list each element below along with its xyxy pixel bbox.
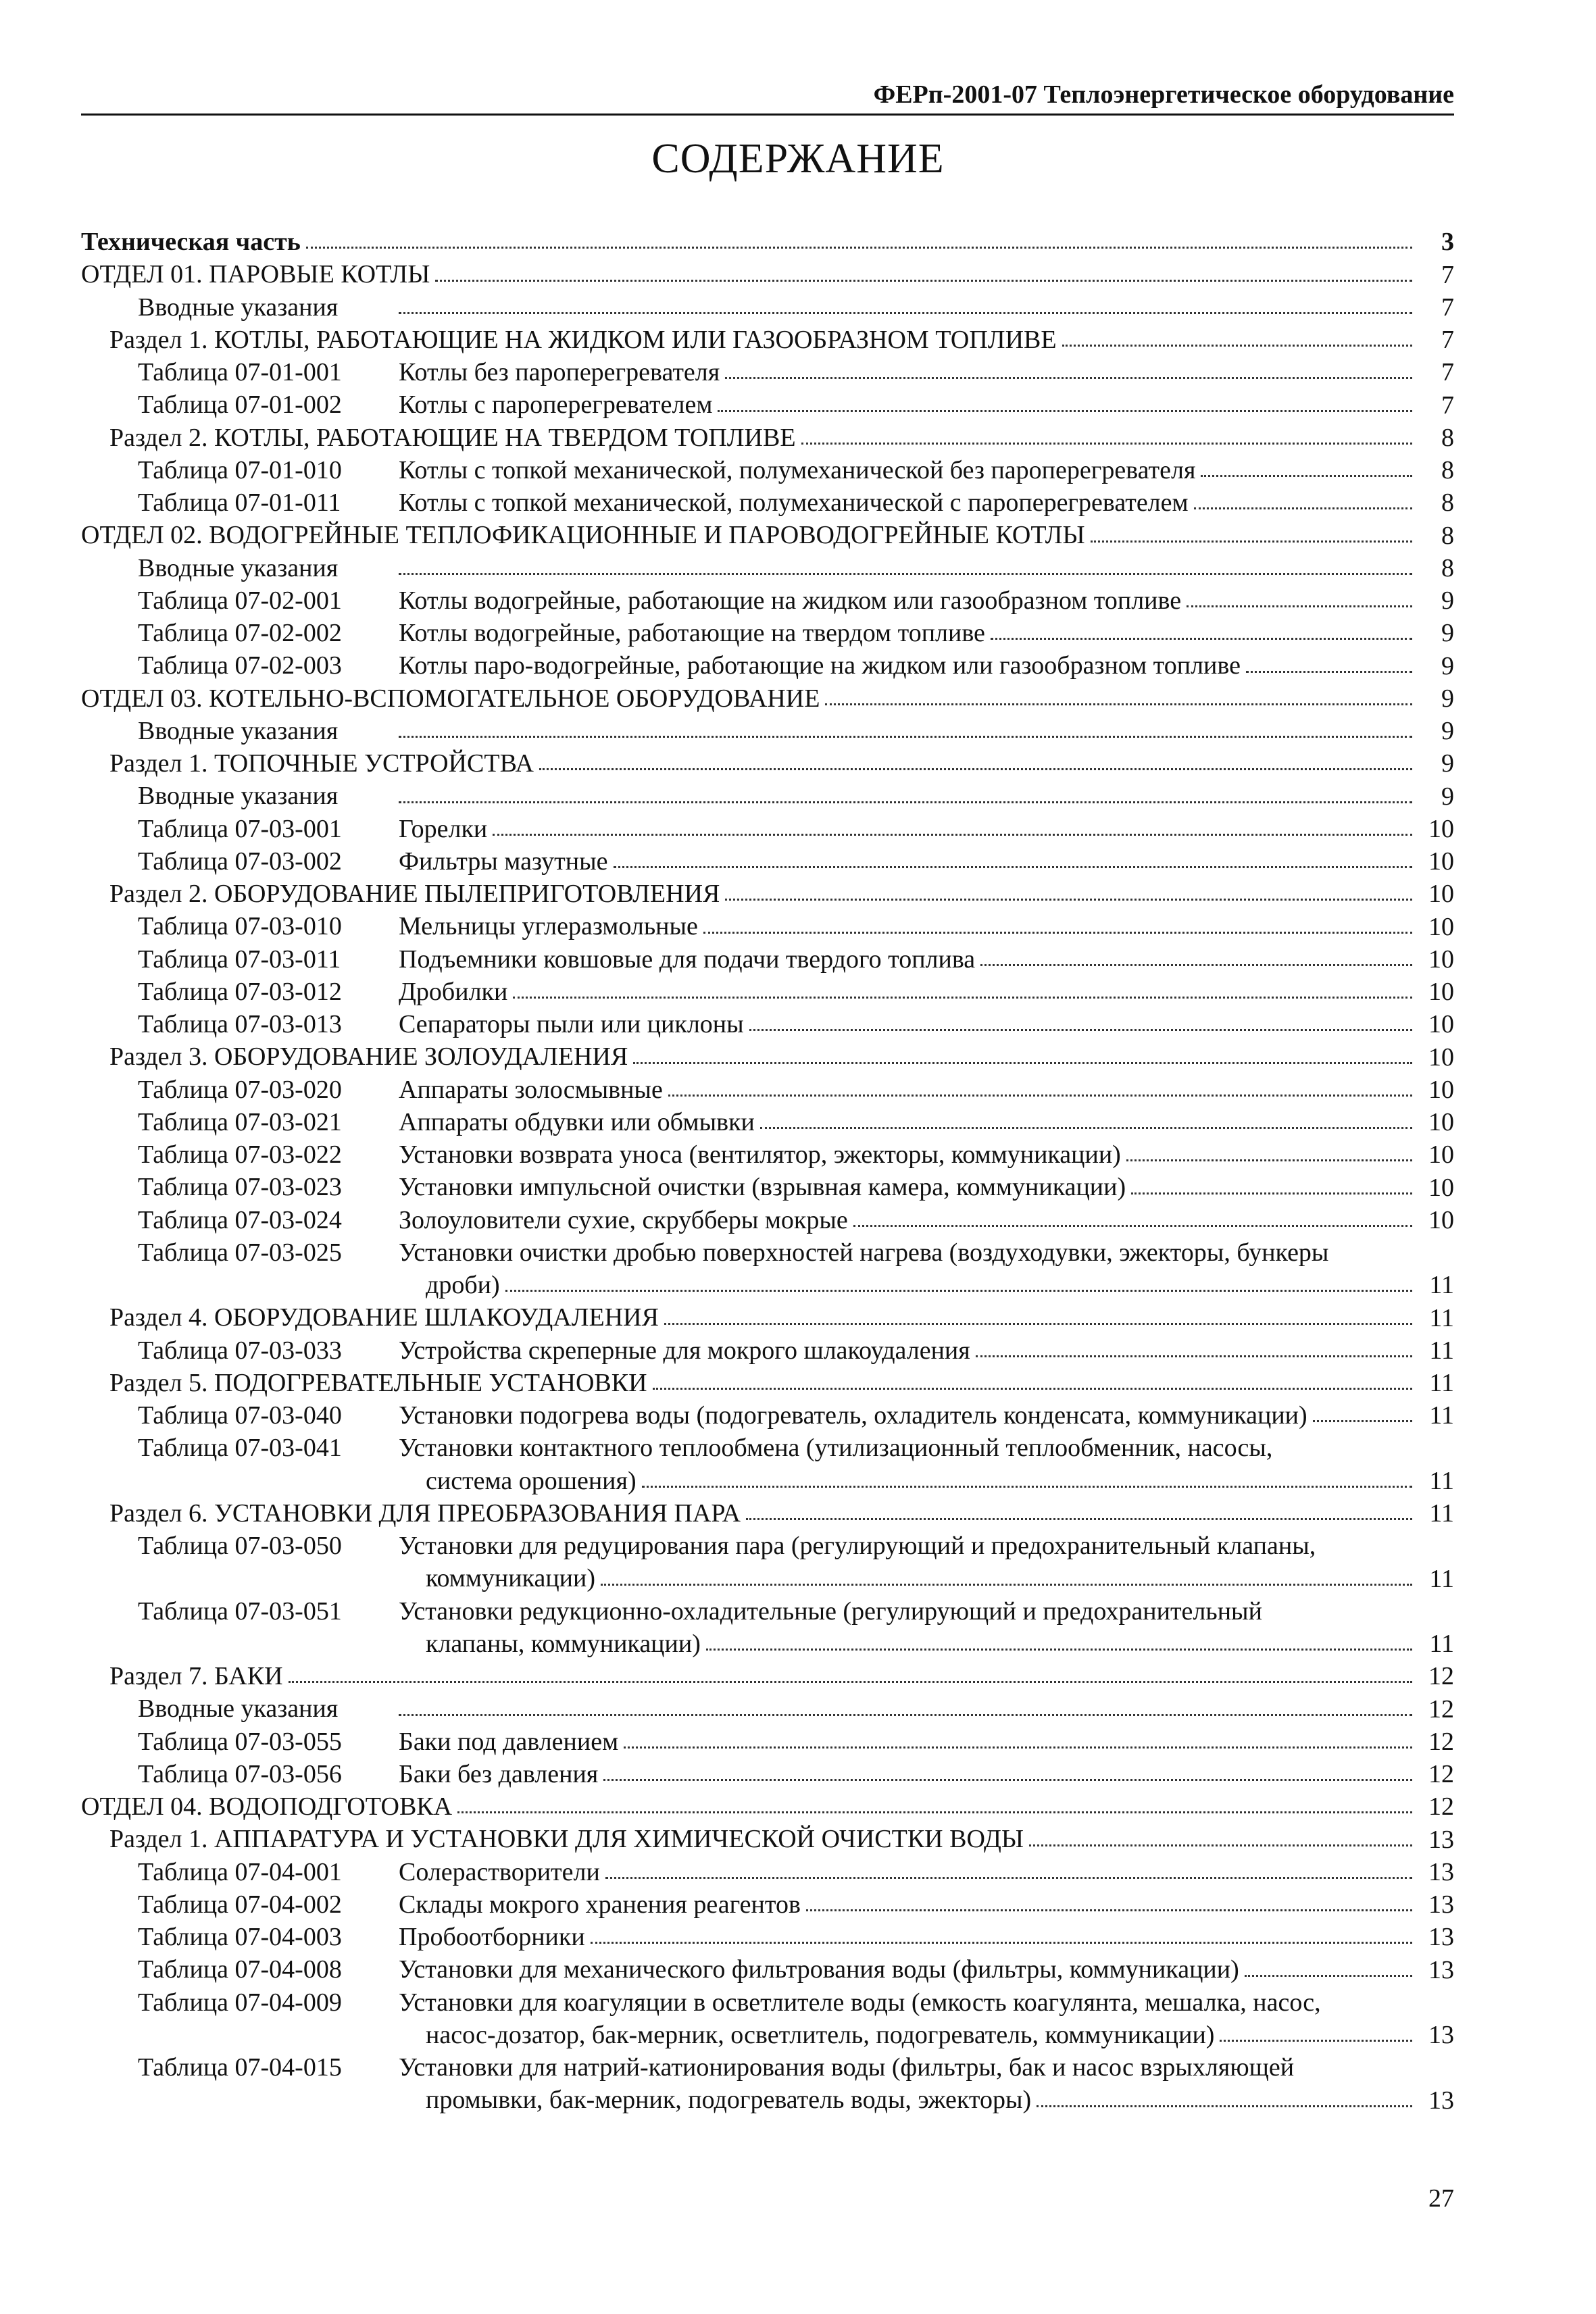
toc-entry-title: Солерастворители: [399, 1857, 600, 1886]
toc-entry-page: 13: [1428, 1923, 1454, 1952]
toc-entry: [81, 388, 1454, 421]
toc-entry-page: 8: [1441, 521, 1454, 550]
toc-entry: [81, 1367, 1454, 1399]
toc-entry-title: Вводные указания: [138, 1694, 339, 1724]
toc-entry-page: 8: [1441, 456, 1454, 484]
toc-leader-dots: [435, 280, 1412, 282]
toc-leader-dots: [399, 801, 1412, 803]
toc-entry: [81, 617, 1454, 649]
toc-leader-dots: [1313, 1420, 1412, 1422]
toc-entry-page: 7: [1441, 293, 1454, 322]
toc-leader-dots: [399, 312, 1412, 314]
toc-entry-page: 13: [1428, 2021, 1454, 2049]
toc-entry-page: 8: [1441, 553, 1454, 582]
toc-entry-title: ОТДЕЛ 04. ВОДОПОДГОТОВКА: [81, 1792, 453, 1821]
toc-entry-page: 9: [1441, 586, 1454, 615]
toc-entry-code: Таблица 07-03-050: [138, 1532, 342, 1560]
toc-entry-title: Котлы с топкой механической, полумеханической без пароперегревателя: [399, 455, 1196, 484]
toc-entry-code: Таблица 07-03-024: [138, 1205, 342, 1234]
toc-entry-title: Котлы без пароперегревателя: [399, 358, 720, 386]
toc-entry: [81, 422, 1454, 454]
toc-entry-title: Котлы с пароперегревателем: [399, 391, 713, 420]
toc-leader-dots: [505, 1290, 1412, 1292]
toc-leader-dots: [853, 1225, 1412, 1227]
toc-entry-code: Таблица 07-03-041: [138, 1434, 342, 1463]
toc-entry-title: Мельницы углеразмольные: [399, 912, 698, 941]
toc-entry-page: 10: [1428, 945, 1454, 974]
toc-leader-dots: [980, 964, 1412, 966]
toc-entry-page: 10: [1428, 880, 1454, 909]
toc-entry-title: Котлы водогрейные, работающие на жидком или газообразном топливе: [399, 586, 1182, 615]
page-number: 27: [1428, 2184, 1454, 2213]
toc-entry-title: Аппараты обдувки или обмывки: [399, 1107, 755, 1136]
toc-entry-title: Баки без давления: [399, 1759, 599, 1788]
toc-entry-page: 11: [1429, 1630, 1454, 1658]
toc-entry: [81, 1171, 1454, 1203]
toc-leader-dots: [725, 377, 1412, 379]
toc-entry-title: Установки редукционно-охладительные (регулирующий и предохранительный: [399, 1596, 1262, 1626]
toc-entry-page: 10: [1428, 1205, 1454, 1234]
toc-entry-title-continued: насос-дозатор, бак-мерник, осветлитель, подогреватель, коммуникации): [426, 2020, 1215, 2049]
toc-entry: [81, 1692, 1454, 1725]
toc-leader-dots: [605, 1877, 1412, 1879]
toc-entry-page: 3: [1441, 228, 1454, 257]
toc-entry-page: 11: [1429, 1564, 1454, 1593]
toc-leader-dots: [614, 866, 1412, 868]
toc-entry-title: Золоуловители сухие, скрубберы мокрые: [399, 1205, 848, 1234]
toc-entry-title-continued: система орошения): [426, 1466, 637, 1495]
toc-entry-code: Таблица 07-04-001: [138, 1857, 342, 1886]
toc-entry: [81, 1856, 1454, 1888]
toc-entry-title: Склады мокрого хранения реагентов: [399, 1890, 801, 1919]
toc-entry-code: Таблица 07-02-001: [138, 586, 342, 615]
toc-leader-dots: [493, 834, 1412, 836]
toc-entry-code: Таблица 07-03-055: [138, 1727, 342, 1756]
toc-entry: [81, 1758, 1454, 1790]
toc-entry-page: 10: [1428, 1140, 1454, 1169]
toc-leader-dots: [399, 573, 1412, 575]
toc-entry: [81, 1008, 1454, 1040]
toc-entry-title: Раздел 4. ОБОРУДОВАНИЕ ШЛАКОУДАЛЕНИЯ: [109, 1303, 659, 1332]
toc-entry-title: Раздел 2. КОТЛЫ, РАБОТАЮЩИЕ НА ТВЕРДОМ ТОПЛИВЕ: [109, 423, 796, 452]
toc-entry-title: Установки для натрий-катионирования воды (фильтры, бак и насос взрыхляющей: [399, 2053, 1295, 2082]
toc-leader-dots: [991, 638, 1412, 640]
toc-leader-dots: [703, 932, 1412, 934]
toc-entry-code: Таблица 07-01-011: [138, 488, 341, 517]
toc-entry: [81, 878, 1454, 910]
toc-entry-page: 13: [1428, 2086, 1454, 2115]
toc-leader-dots: [633, 1062, 1412, 1064]
toc-entry: [81, 324, 1454, 356]
toc-entry: [81, 976, 1454, 1008]
toc-entry: [81, 1432, 1454, 1497]
toc-entry-page: 10: [1428, 847, 1454, 876]
toc-entry-page: 7: [1441, 326, 1454, 354]
toc-entry-page: 10: [1428, 912, 1454, 941]
toc-entry-code: Таблица 07-02-002: [138, 619, 342, 647]
toc-leader-dots: [1187, 605, 1412, 607]
toc-entry-code: Таблица 07-03-020: [138, 1075, 342, 1104]
toc-leader-dots: [1126, 1159, 1412, 1161]
toc-entry-page: 10: [1428, 978, 1454, 1006]
toc-entry-title: Раздел 6. УСТАНОВКИ ДЛЯ ПРЕОБРАЗОВАНИЯ ПАРА: [109, 1499, 741, 1528]
toc-entry-title: ОТДЕЛ 01. ПАРОВЫЕ КОТЛЫ: [81, 260, 430, 289]
toc-entry-title: Раздел 3. ОБОРУДОВАНИЕ ЗОЛОУДАЛЕНИЯ: [109, 1042, 628, 1072]
toc-entry-code: Таблица 07-03-023: [138, 1173, 342, 1202]
toc-entry-title-continued: промывки, бак-мерник, подогреватель воды, эжекторы): [426, 2086, 1032, 2115]
toc-entry-page: 10: [1428, 1075, 1454, 1104]
toc-leader-dots: [706, 1649, 1412, 1651]
toc-leader-dots: [513, 997, 1412, 999]
toc-leader-dots: [1131, 1192, 1412, 1194]
toc-entry-code: Таблица 07-01-010: [138, 455, 342, 484]
toc-entry-page: 13: [1428, 1955, 1454, 1984]
toc-leader-dots: [457, 1811, 1412, 1813]
toc-entry-page: 11: [1429, 1466, 1454, 1495]
toc-entry: [81, 1074, 1454, 1106]
toc-leader-dots: [306, 247, 1412, 249]
toc-entry-title: Котлы водогрейные, работающие на твердом топливе: [399, 619, 985, 647]
toc-leader-dots: [664, 1323, 1412, 1325]
toc-entry: [81, 1530, 1454, 1595]
toc-entry-code: Таблица 07-03-002: [138, 847, 342, 876]
toc-entry-page: 12: [1428, 1792, 1454, 1821]
toc-entry-page: 9: [1441, 782, 1454, 811]
toc-entry-code: Таблица 07-03-012: [138, 977, 342, 1006]
toc-leader-dots: [399, 736, 1412, 738]
toc-leader-dots: [806, 1909, 1412, 1911]
toc-entry-code: Таблица 07-03-040: [138, 1401, 342, 1430]
toc-entry-page: 9: [1441, 717, 1454, 745]
toc-leader-dots: [1201, 475, 1412, 477]
toc-entry-title: Установки контактного теплообмена (утилизационный теплообменник, насосы,: [399, 1434, 1273, 1463]
toc-entry: [81, 780, 1454, 812]
toc-entry: [81, 1204, 1454, 1236]
toc-entry: [81, 943, 1454, 976]
toc-entry-title: Раздел 2. ОБОРУДОВАНИЕ ПЫЛЕПРИГОТОВЛЕНИЯ: [109, 880, 720, 908]
toc-entry-page: 8: [1441, 423, 1454, 452]
toc-leader-dots: [1246, 671, 1412, 673]
toc-entry-page: 11: [1429, 1369, 1454, 1397]
toc-entry-title: Раздел 1. АППАРАТУРА И УСТАНОВКИ ДЛЯ ХИМИЧЕСКОЙ ОЧИСТКИ ВОДЫ: [109, 1825, 1024, 1854]
toc-entry-title: Установки очистки дробью поверхностей нагрева (воздуходувки, эжекторы, бункеры: [399, 1238, 1329, 1267]
toc-entry: [81, 715, 1454, 747]
toc-entry: [81, 1399, 1454, 1432]
toc-leader-dots: [801, 443, 1412, 445]
toc-entry-page: 12: [1428, 1727, 1454, 1756]
toc-entry-code: Таблица 07-03-010: [138, 912, 342, 941]
toc-entry-code: Таблица 07-03-013: [138, 1010, 342, 1038]
toc-leader-dots: [825, 703, 1412, 705]
toc-leader-dots: [1220, 2040, 1412, 2042]
toc-entry-page: 10: [1428, 814, 1454, 843]
toc-entry-title: Раздел 1. ТОПОЧНЫЕ УСТРОЙСТВА: [109, 749, 534, 778]
toc-entry-code: Таблица 07-03-021: [138, 1107, 342, 1136]
toc-leader-dots: [653, 1388, 1412, 1390]
toc-leader-dots: [668, 1095, 1412, 1097]
toc-entry-title: Вводные указания: [138, 553, 339, 582]
toc-entry: [81, 845, 1454, 878]
toc-entry: [81, 1986, 1454, 2052]
toc-entry-code: Таблица 07-04-003: [138, 1923, 342, 1951]
toc-entry-page: 13: [1428, 1825, 1454, 1854]
toc-entry-page: 10: [1428, 1108, 1454, 1136]
toc-entry: [81, 747, 1454, 780]
toc-entry: [81, 1823, 1454, 1855]
toc-entry: [81, 1726, 1454, 1758]
toc-entry-page: 7: [1441, 358, 1454, 387]
toc-entry-title: Баки под давлением: [399, 1727, 619, 1756]
toc-entry-page: 11: [1429, 1499, 1454, 1528]
toc-leader-dots: [1029, 1844, 1412, 1846]
toc-entry-page: 8: [1441, 488, 1454, 518]
toc-entry: [81, 519, 1454, 551]
toc-entry-title: Котлы паро-водогрейные, работающие на жидком или газообразном топливе: [399, 651, 1241, 680]
toc-entry-page: 7: [1441, 260, 1454, 289]
toc-entry: [81, 1334, 1454, 1367]
toc-entry-title: Установки для механического фильтрования воды (фильтры, коммуникации): [399, 1955, 1239, 1984]
toc-entry-title: Установки для коагуляции в осветлителе воды (емкость коагулянта, мешалка, насос,: [399, 1988, 1321, 2017]
toc-entry-page: 9: [1441, 651, 1454, 680]
toc-entry: [81, 1660, 1454, 1692]
toc-leader-dots: [1245, 1975, 1412, 1977]
toc-entry-title-continued: коммуникации): [426, 1564, 595, 1593]
toc-entry-title: ОТДЕЛ 02. ВОДОГРЕЙНЫЕ ТЕПЛОФИКАЦИОННЫЕ И ПАРОВОДОГРЕЙНЫЕ КОТЛЫ: [81, 521, 1085, 550]
toc-entry: [81, 258, 1454, 291]
toc-entry-code: Таблица 07-04-002: [138, 1890, 342, 1919]
toc-entry: [81, 1595, 1454, 1661]
toc-entry-code: Таблица 07-03-056: [138, 1759, 342, 1788]
toc-leader-dots: [642, 1486, 1412, 1488]
toc-entry-title: Дробилки: [399, 977, 508, 1006]
toc-entry-title: Устройства скреперные для мокрого шлакоудаления: [399, 1336, 970, 1365]
toc-leader-dots: [1194, 507, 1412, 509]
toc-entry-title: Подъемники ковшовые для подачи твердого топлива: [399, 945, 976, 974]
toc-entry-code: Таблица 07-04-015: [138, 2053, 342, 2082]
toc-leader-dots: [539, 768, 1412, 770]
toc-entry-title-continued: дроби): [426, 1271, 500, 1299]
toc-entry-code: Таблица 07-01-001: [138, 358, 342, 386]
toc-leader-dots: [399, 1714, 1412, 1716]
toc-leader-dots: [1037, 2105, 1412, 2107]
toc-entry-title: Сепараторы пыли или циклоны: [399, 1010, 744, 1038]
toc-entry-page: 12: [1428, 1694, 1454, 1724]
toc-entry: [81, 649, 1454, 682]
toc-entry-page: 11: [1429, 1303, 1454, 1332]
toc-entry-title: Фильтры мазутные: [399, 847, 608, 876]
toc-entry: [81, 1301, 1454, 1334]
toc-leader-dots: [603, 1779, 1412, 1781]
toc-entry: [81, 1921, 1454, 1953]
toc-entry-title: Вводные указания: [138, 782, 339, 811]
toc-entry: [81, 1138, 1454, 1171]
toc-entry-code: Таблица 07-04-008: [138, 1955, 342, 1984]
toc-entry: [81, 910, 1454, 942]
toc-entry: [81, 813, 1454, 845]
toc-entry-page: 11: [1429, 1336, 1454, 1365]
toc-entry-title: Раздел 1. КОТЛЫ, РАБОТАЮЩИЕ НА ЖИДКОМ ИЛИ ГАЗООБРАЗНОМ ТОПЛИВЕ: [109, 325, 1057, 354]
toc-leader-dots: [746, 1518, 1412, 1520]
toc-entry-page: 13: [1428, 1890, 1454, 1919]
toc-entry-title: Горелки: [399, 814, 488, 843]
toc-entry: [81, 1040, 1454, 1073]
toc-entry-title: Установки возврата уноса (вентилятор, эжекторы, коммуникации): [399, 1140, 1121, 1169]
toc-entry-title: Вводные указания: [138, 293, 339, 322]
toc-entry-page: 7: [1441, 391, 1454, 420]
toc-entry: [81, 1790, 1454, 1823]
toc-entry: [81, 1888, 1454, 1921]
toc-entry-page: 11: [1429, 1401, 1454, 1430]
toc-entry-title: Котлы с топкой механической, полумеханической с пароперегревателем: [399, 488, 1189, 517]
toc-entry-page: 10: [1428, 1010, 1454, 1039]
toc-entry-title: Аппараты золосмывные: [399, 1075, 663, 1104]
toc-entry-page: 10: [1428, 1042, 1454, 1072]
toc-entry-code: Таблица 07-03-001: [138, 814, 342, 843]
toc-entry: [81, 454, 1454, 486]
toc-entry-code: Таблица 07-01-002: [138, 391, 342, 420]
toc-entry-title: ОТДЕЛ 03. КОТЕЛЬНО-ВСПОМОГАТЕЛЬНОЕ ОБОРУДОВАНИЕ: [81, 684, 820, 713]
toc-entry-title-continued: клапаны, коммуникации): [426, 1629, 701, 1658]
toc-leader-dots: [760, 1127, 1412, 1129]
toc-entry: [81, 584, 1454, 617]
toc-entry-code: Таблица 07-02-003: [138, 651, 342, 680]
toc-entry-code: Таблица 07-03-051: [138, 1596, 342, 1626]
toc-entry-page: 9: [1441, 619, 1454, 648]
toc-leader-dots: [749, 1029, 1412, 1031]
toc-entry-code: Таблица 07-03-033: [138, 1336, 342, 1365]
toc-entry-page: 9: [1441, 749, 1454, 778]
table-of-contents: [81, 226, 1454, 2117]
toc-leader-dots: [718, 410, 1412, 412]
toc-leader-dots: [1062, 345, 1412, 347]
toc-leader-dots: [591, 1942, 1412, 1944]
toc-leader-dots: [601, 1584, 1412, 1586]
toc-entry-title: Раздел 7. БАКИ: [109, 1662, 283, 1690]
toc-leader-dots: [1091, 540, 1412, 543]
toc-entry-code: Таблица 07-03-025: [138, 1238, 342, 1267]
running-header: ФЕРп-2001-07 Теплоэнергетическое оборудование: [873, 80, 1454, 109]
toc-leader-dots: [976, 1355, 1412, 1357]
toc-leader-dots: [725, 899, 1412, 901]
header-rule: [81, 114, 1454, 116]
toc-entry-title: Вводные указания: [138, 716, 339, 745]
toc-entry-code: Таблица 07-03-022: [138, 1140, 342, 1169]
toc-entry: [81, 1106, 1454, 1138]
toc-entry-page: 9: [1441, 684, 1454, 713]
toc-entry-page: 12: [1428, 1662, 1454, 1691]
toc-entry-page: 13: [1428, 1857, 1454, 1886]
toc-entry-title: Техническая часть: [81, 228, 301, 256]
toc-entry-page: 11: [1429, 1271, 1454, 1300]
toc-entry: [81, 1236, 1454, 1302]
toc-entry: [81, 356, 1454, 388]
toc-entry: [81, 226, 1454, 258]
toc-entry-title: Установки импульсной очистки (взрывная камера, коммуникации): [399, 1173, 1126, 1202]
toc-entry: [81, 682, 1454, 715]
page-title: СОДЕРЖАНИЕ: [651, 136, 945, 182]
toc-entry-title: Пробоотборники: [399, 1923, 585, 1951]
toc-entry-title: Установки подогрева воды (подогреватель, охладитель конденсата, коммуникации): [399, 1401, 1307, 1430]
toc-entry-title: Установки для редуцирования пара (регулирующий и предохранительный клапаны,: [399, 1532, 1316, 1560]
toc-entry: [81, 291, 1454, 324]
toc-entry: [81, 2051, 1454, 2117]
toc-entry-title: Раздел 5. ПОДОГРЕВАТЕЛЬНЫЕ УСТАНОВКИ: [109, 1368, 647, 1397]
toc-entry-page: 10: [1428, 1173, 1454, 1202]
toc-entry: [81, 486, 1454, 519]
toc-leader-dots: [289, 1681, 1412, 1683]
toc-entry-page: 12: [1428, 1760, 1454, 1788]
toc-entry-code: Таблица 07-03-011: [138, 945, 341, 974]
toc-entry: [81, 1953, 1454, 1986]
toc-entry-code: Таблица 07-04-009: [138, 1988, 342, 2017]
toc-entry: [81, 1497, 1454, 1530]
toc-entry: [81, 552, 1454, 584]
toc-leader-dots: [624, 1746, 1412, 1749]
